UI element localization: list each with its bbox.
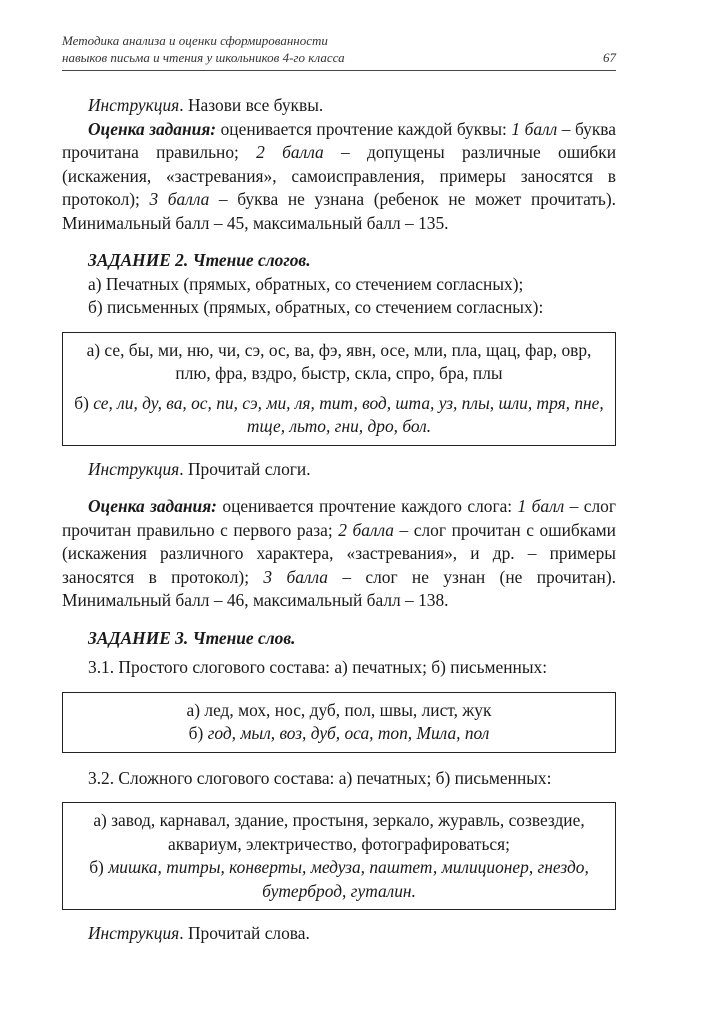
task-3-1-subtitle: 3.1. Простого слогового состава: а) печатных; б) письменных: <box>88 657 548 677</box>
syllables-cursive: б) се, ли, ду, ва, ос, пи, сэ, ми, ля, тит, вод, шта, уз, плы, шли, тря, пне, тще, льто, гни, дро, бол. <box>74 392 604 436</box>
running-header <box>62 32 616 71</box>
simple-words-printed: а) лед, мох, нос, дуб, пол, швы, лист, жук <box>186 699 492 720</box>
complex-words-box <box>62 802 616 910</box>
syllables-printed: а) се, бы, ми, ню, чи, сэ, ос, ва, фэ, явн, осе, мли, пла, щац, фар, овр, плю, фра, вздро, быстр, скла, спро, бра, плы <box>86 339 592 383</box>
header-line-1: Методика анализа и оценки сформированности <box>62 33 328 48</box>
instruction-3: Инструкция. Прочитай слова. <box>88 923 310 943</box>
page-body <box>62 94 616 946</box>
task-3-title: ЗАДАНИЕ 3. Чтение слов. <box>88 627 296 648</box>
instruction-1: Инструкция. Назови все буквы. <box>88 95 324 115</box>
evaluation-2: Оценка задания: оценивается прочтение каждого слога: 1 балл – слог прочитан правильно с первого раза; 2 балла – слог прочитан с ошибками (искажения различного характера, «застревания», и др. – примеры заносятся в протокол); 3 балла – слог не узнан (не прочитан). Минимальный балл – 46, максимальный балл – 138. <box>62 496 616 610</box>
complex-words-printed: а) завод, карнавал, здание, простыня, зеркало, журавль, созвездие, аквариум, электричество, фотографироваться; <box>93 810 585 854</box>
header-line-2: навыков письма и чтения у школьников 4-го класса <box>62 50 345 65</box>
syllables-box <box>62 332 616 446</box>
page-number: 67 <box>603 50 616 65</box>
instruction-2: Инструкция. Прочитай слоги. <box>88 458 311 479</box>
complex-words-cursive: б) мишка, титры, конверты, медуза, паштет, милиционер, гнездо, бутерброд, гуталин. <box>89 857 589 901</box>
simple-words-cursive: б) год, мыл, воз, дуб, оса, топ, Мила, пол <box>188 723 490 743</box>
task-2-item-b: б) письменных (прямых, обратных, со стечением согласных): <box>88 297 544 317</box>
task-2-title: ЗАДАНИЕ 2. Чтение слогов. <box>88 250 311 270</box>
task-2-item-a: а) Печатных (прямых, обратных, со стечением согласных); <box>88 273 524 294</box>
evaluation-1: Оценка задания: оценивается прочтение каждой буквы: 1 балл – буква прочитана правильно; 2 балла – допущены различные ошибки (искажения, «застревания», самоисправления, примеры заносятся в протокол); 3 балла – буква не узнана (ребенок не может прочитать). Минимальный балл – 45, максимальный балл – 135. <box>62 118 617 233</box>
simple-words-box <box>62 692 616 753</box>
task-3-2-subtitle: 3.2. Сложного слогового состава: а) печатных; б) письменных: <box>88 767 552 788</box>
